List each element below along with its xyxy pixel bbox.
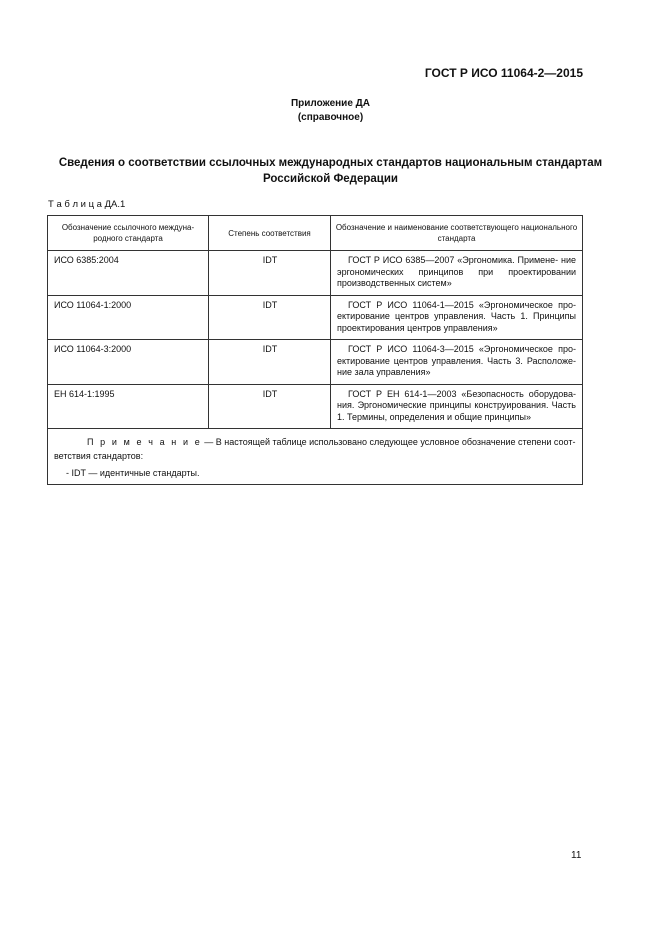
note-heading: П р и м е ч а н и е [87,437,202,447]
table-note-row [48,429,583,485]
degree-cell: IDT [209,340,331,385]
section-title [40,155,621,187]
note-text [54,435,576,463]
column-header-degree: Степень соответствия [209,216,331,251]
national-standard-cell: ГОСТ Р ЕН 614-1—2003 «Безопасность оборудова- ния. Эргономические принципы конструирования. Часть 1. Термины, определения и общие принципы» [331,384,583,429]
reference-standard-cell: ИСО 11064-1:2000 [48,295,209,340]
reference-standard-cell: ЕН 614-1:1995 [48,384,209,429]
degree-cell: IDT [209,251,331,296]
table-row [48,384,583,429]
table-header-row [48,216,583,251]
standards-table [47,215,583,485]
national-standard-cell: ГОСТ Р ИСО 11064-1—2015 «Эргономическое про- ектирование центров управления. Часть 1. Принципы проектирования центров управления» [331,295,583,340]
section-title-line-1: Сведения о соответствии ссылочных международных стандартов национальным стандартам [58,157,603,169]
note-list-item: - IDT — идентичные стандарты. [66,468,200,478]
reference-standard-cell: ИСО 6385:2004 [48,251,209,296]
annex-subtitle: (справочное) [297,112,364,123]
degree-cell: IDT [209,384,331,429]
national-standard-cell: ГОСТ Р ИСО 11064-3—2015 «Эргономическое про- ектирование центров управления. Часть 3. Расположе- ние зала управления» [331,340,583,385]
column-header-reference: Обозначение ссылочного междуна- родного стандарта [48,216,209,251]
degree-cell: IDT [209,295,331,340]
national-standard-cell: ГОСТ Р ИСО 6385—2007 «Эргономика. Примене- ние эргономических принципов при проектировании производственных систем» [331,251,583,296]
document-code: ГОСТ Р ИСО 11064-2—2015 [424,66,583,80]
section-title-line-2: Российской Федерации [262,173,398,185]
table-row [48,251,583,296]
table-row [48,295,583,340]
annex-heading [0,97,661,125]
note-body: — В настоящей таблице использовано следующее условное обозначение степени соот- ветствия стандартов: [54,437,576,461]
reference-standard-cell: ИСО 11064-3:2000 [48,340,209,385]
column-header-national: Обозначение и наименование соответствующего национального стандарта [331,216,583,251]
table-label: Т а б л и ц а ДА.1 [48,199,126,210]
table-row [48,340,583,385]
annex-title: Приложение ДА [290,98,371,109]
page-number: 11 [571,850,582,861]
table-note [48,429,583,485]
